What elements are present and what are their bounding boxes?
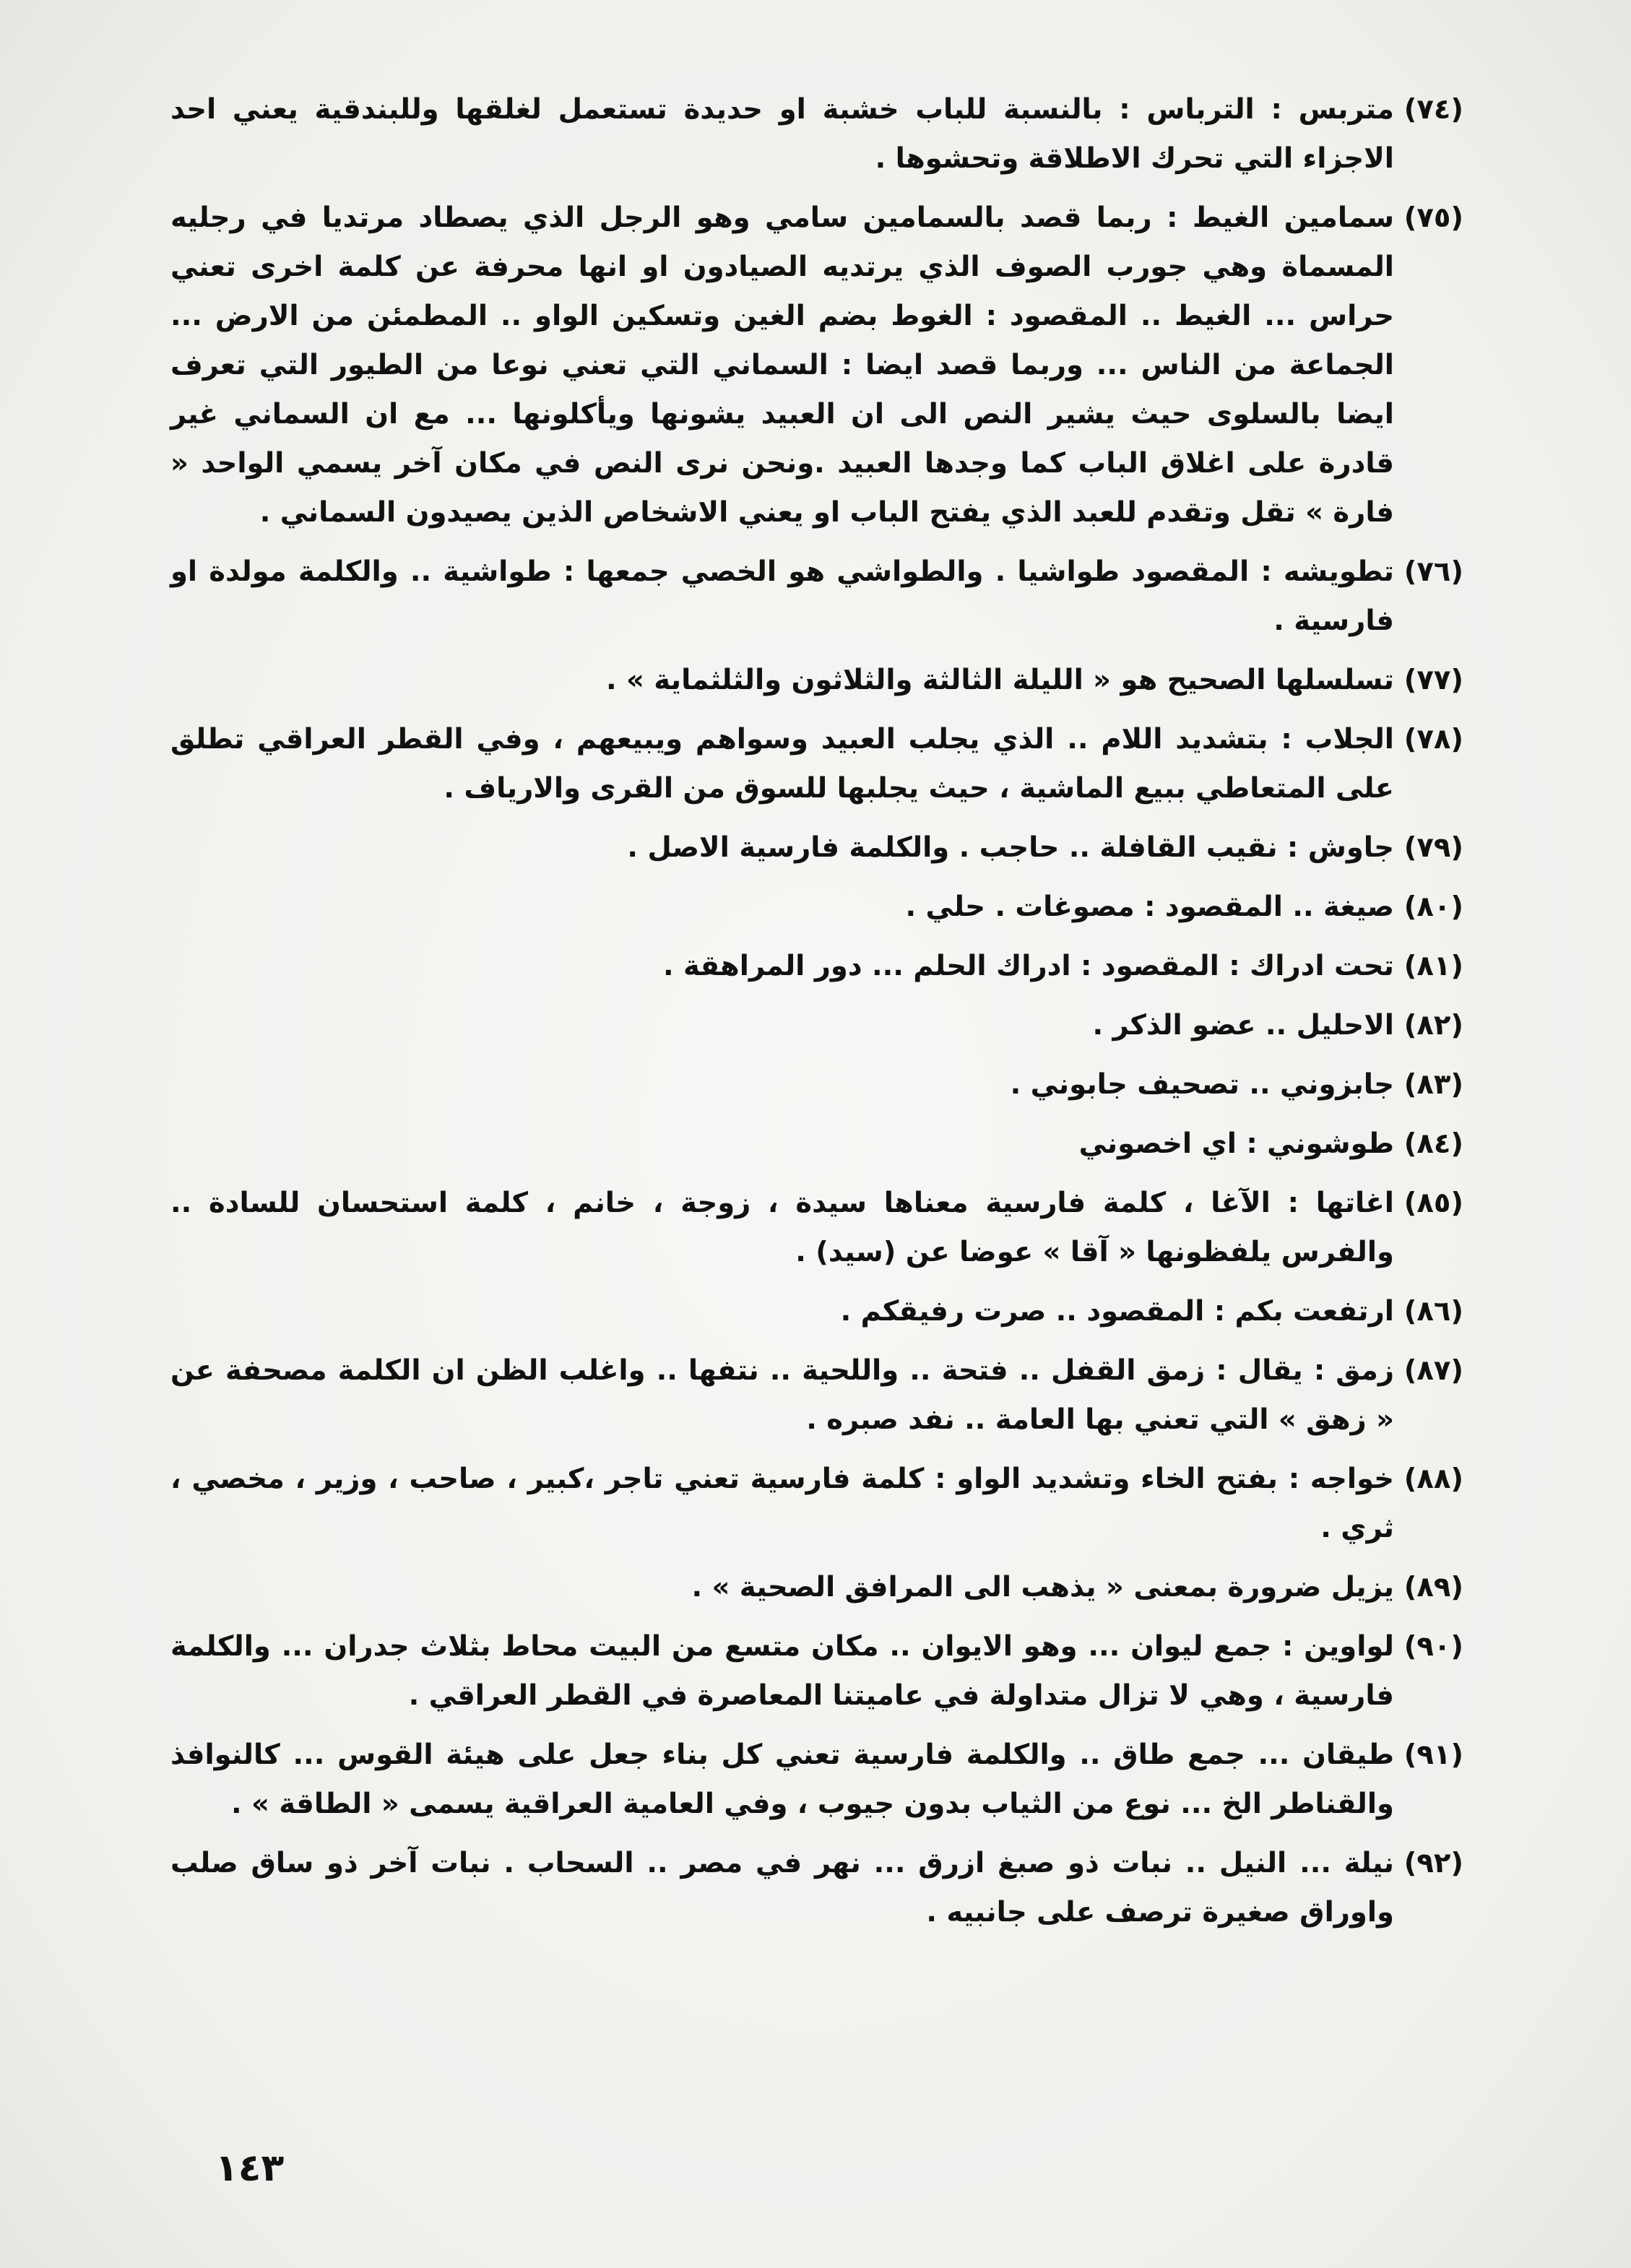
footnote-number: (٨٠) [1403,891,1463,923]
footnote-text: الاحليل .. عضو الذكر . [1092,1009,1394,1042]
footnote-entry [170,1731,1463,1829]
footnote-text: صيغة .. المقصود : مصوغات . حلي . [905,891,1394,923]
footnote-entry [170,1287,1463,1336]
footnote-entry [170,1563,1463,1612]
footnote-number: (٨٤) [1403,1127,1463,1160]
footnote-text: لواوين : جمع ليوان ... وهو الايوان .. مكان متسع من البيت محاط بثلاث جدران ... والكلمة فارسية ، وهي لا تزال متداولة في عاميتنا المعاصرة في القطر العراقي . [170,1630,1394,1712]
footnote-text: الجلاب : بتشديد اللام .. الذي يجلب العبيد وسواهم ويبيعهم ، وفي القطر العراقي تطلق على المتعاطي ببيع الماشية ، حيث يجلبها للسوق من القرى والارياف . [170,723,1394,805]
footnote-entry [170,1622,1463,1721]
footnote-text: ارتفعت بكم : المقصود .. صرت رفيقكم . [840,1295,1394,1328]
footnote-entry [170,823,1463,873]
footnote-text: متربس : الترباس : بالنسبة للباب خشبة او حديدة تستعمل لغلقها وللبندقية يعني احد الاجزاء التي تحرك الاطلاقة وتحشوها . [170,93,1394,175]
footnote-text: زمق : يقال : زمق القفل .. فتحة .. واللحية .. نتفها .. واغلب الظن ان الكلمة مصحفة عن « زهق » التي تعني بها العامة .. نفد صبره . [170,1354,1394,1436]
footnote-number: (٨٧) [1403,1354,1463,1387]
footnote-number: (٨٢) [1403,1009,1463,1042]
footnote-number: (٨٨) [1403,1463,1463,1495]
footnotes-list [170,85,1463,1947]
footnote-number: (٧٧) [1403,664,1463,696]
footnote-entry [170,547,1463,646]
footnote-text: يزيل ضرورة بمعنى « يذهب الى المرافق الصحية » . [691,1571,1394,1603]
footnote-entry [170,656,1463,705]
footnote-entry [170,715,1463,813]
footnote-number: (٨١) [1403,950,1463,982]
footnote-number: (٧٤) [1403,93,1463,126]
page-number: ١٤٣ [215,2147,285,2190]
footnote-text: طوشوني : اي اخصوني [1078,1127,1394,1160]
footnote-entry [170,942,1463,991]
footnote-number: (٧٨) [1403,723,1463,756]
footnote-text: خواجه : بفتح الخاء وتشديد الواو : كلمة فارسية تعني تاجر ،كبير ، صاحب ، وزير ، مخصي ، ثري . [170,1463,1394,1544]
footnote-entry [170,1060,1463,1109]
footnote-entry [170,1839,1463,1937]
footnote-entry [170,85,1463,183]
footnote-number: (٨٦) [1403,1295,1463,1328]
footnote-number: (٧٦) [1403,555,1463,588]
footnote-number: (٩٢) [1403,1847,1463,1879]
footnote-text: جابزوني .. تصحيف جابوني . [1010,1068,1394,1101]
footnote-entry [170,1001,1463,1050]
footnote-text: طيقان ... جمع طاق .. والكلمة فارسية تعني كل بناء جعل على هيئة القوس ... كالنوافذ والقناطر الخ ... نوع من الثياب بدون جيوب ، وفي العامية العراقية يسمى « الطاقة » . [170,1739,1394,1820]
footnote-number: (٨٣) [1403,1068,1463,1101]
footnote-text: تطويشه : المقصود طواشيا . والطواشي هو الخصي جمعها : طواشية .. والكلمة مولدة او فارسية . [170,555,1394,637]
footnote-number: (٨٩) [1403,1571,1463,1603]
footnote-number: (٩١) [1403,1739,1463,1771]
footnote-number: (٧٩) [1403,831,1463,864]
footnote-text: سمامين الغيط : ربما قصد بالسمامين سامي وهو الرجل الذي يصطاد مرتديا في رجليه المسماة وهي جورب الصوف الذي يرتديه الصيادون او انها محرفة عن كلمة اخرى تعني حراس ... الغيط .. المقصود : الغوط بضم الغين وتسكين الواو .. المطمئن من الارض ... الجماعة من الناس ... وربما قصد ايضا : السماني التي تعني نوعا من الطيور التي تعرف ايضا بالسلوى حيث يشير النص الى ان العبيد يشونها ويأكلونها ... مع ان السماني غير قادرة على اغلاق الباب كما وجدها العبيد .ونحن نرى النص في مكان آخر يسمي الواحد « فارة » تقل وتقدم للعبد الذي يفتح الباب او يعني الاشخاص الذين يصيدون السماني . [170,202,1394,529]
footnote-entry [170,1455,1463,1553]
footnote-number: (٨٥) [1403,1187,1463,1219]
footnote-number: (٧٥) [1403,202,1463,234]
footnote-text: اغاتها : الآغا ، كلمة فارسية معناها سيدة ، زوجة ، خانم ، كلمة استحسان للسادة .. والفرس يلفظونها « آقا » عوضا عن (سيد) . [170,1187,1394,1268]
footnote-text: تسلسلها الصحيح هو « الليلة الثالثة والثلاثون والثلثماية » . [605,664,1394,696]
footnote-entry [170,194,1463,537]
footnote-entry [170,883,1463,932]
footnote-entry [170,1179,1463,1277]
footnote-text: نيلة ... النيل .. نبات ذو صبغ ازرق ... نهر في مصر .. السحاب . نبات آخر ذو ساق صلب واوراق صغيرة ترصف على جانبيه . [170,1847,1394,1929]
footnote-text: تحت ادراك : المقصود : ادراك الحلم ... دور المراهقة . [662,950,1394,982]
footnote-text: جاوش : نقيب القافلة .. حاجب . والكلمة فارسية الاصل . [627,831,1394,864]
footnote-number: (٩٠) [1403,1630,1463,1663]
footnote-entry [170,1346,1463,1445]
footnote-entry [170,1120,1463,1169]
